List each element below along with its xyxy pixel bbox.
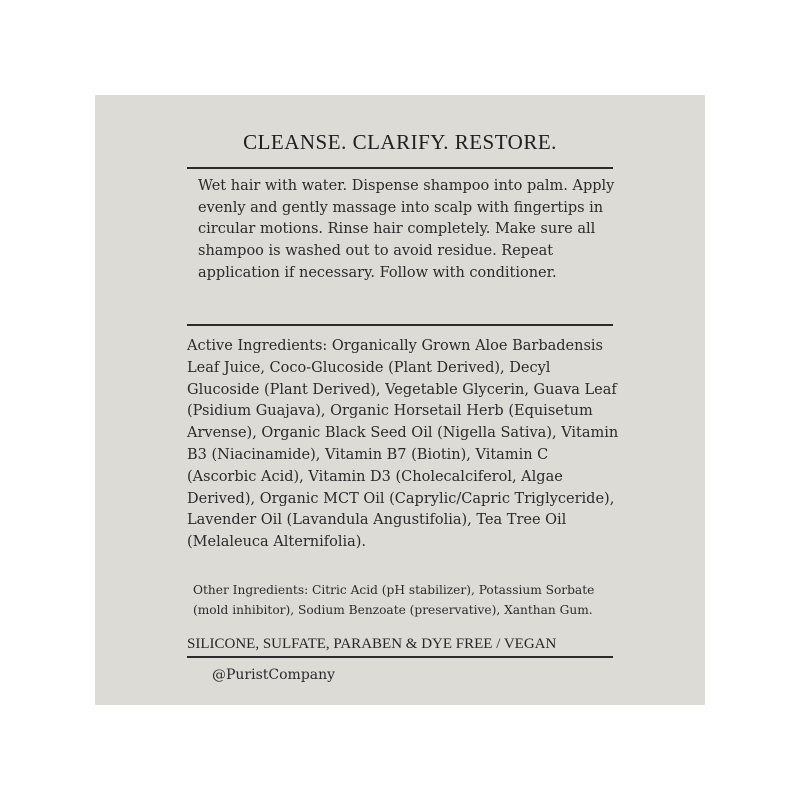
label-title: CLEANSE. CLARIFY. RESTORE. — [243, 130, 557, 154]
divider-middle — [187, 324, 613, 326]
divider-top — [187, 167, 613, 169]
social-handle: @PuristCompany — [212, 667, 336, 683]
directions-text: Wet hair with water. Dispense shampoo into palm. Apply evenly and gently massage into scalp with fingertips in circular motions. Rinse hair completely. Make sure all shampoo is washed out to avoid residue. Repeat application if necessary. Follow with conditioner. — [198, 178, 615, 281]
other-ingredients-text: Other Ingredients: Citric Acid (pH stabilizer), Potassium Sorbate (mold inhibitor), Sodium Benzoate (preservative), Xanthan Gum. — [193, 583, 595, 617]
product-claims: SILICONE, SULFATE, PARABEN & DYE FREE / VEGAN — [187, 636, 557, 652]
active-ingredients-text: Active Ingredients: Organically Grown Aloe Barbadensis Leaf Juice, Coco-Glucoside (Plant Derived), Decyl Glucoside (Plant Derived), Vegetable Glycerin, Guava Leaf (Psidium Guajava), Organic Horsetail Herb (Equisetum Arvense), Organic Black Seed Oil (Nigella Sativa), Vitamin B3 (Niacinamide), Vitamin B7 (Biotin), Vitamin C (Ascorbic Acid), Vitamin D3 (Cholecalciferol, Algae Derived), Organic MCT Oil (Caprylic/Capric Triglyceride), Lavender Oil (Lavandula Angustifolia), Tea Tree Oil (Melaleuca Alternifolia). — [187, 338, 619, 551]
divider-bottom — [187, 656, 613, 658]
